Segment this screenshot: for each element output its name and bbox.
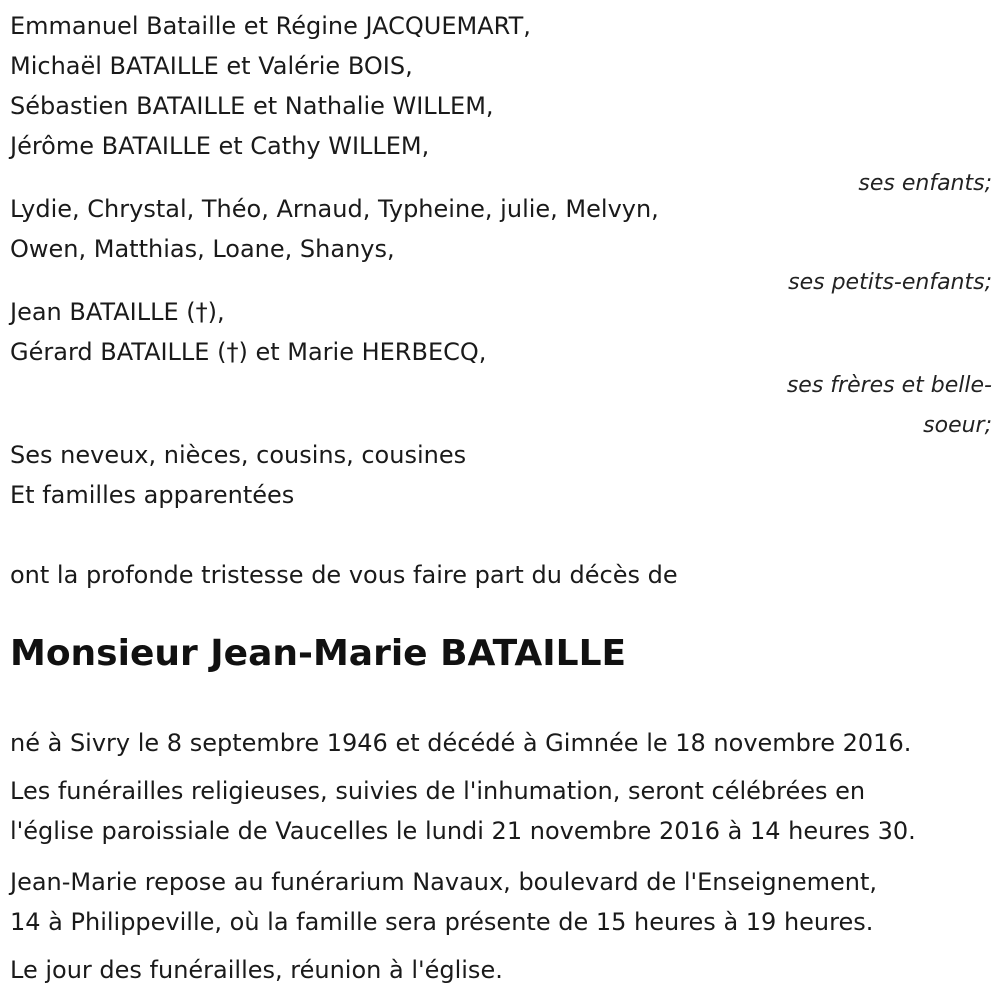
deceased-name: Monsieur Jean-Marie BATAILLE	[10, 633, 627, 674]
siblings-relation-line1: ses frères et belle-	[786, 373, 992, 398]
siblings-line: Gérard BATAILLE (†) et Marie HERBECQ,	[10, 338, 487, 366]
extended-family-line: Ses neveux, nièces, cousins, cousines	[10, 441, 467, 469]
birth-death-text: né à Sivry le 8 septembre 1946 et décédé à Gimnée le 18 novembre 2016.	[10, 729, 912, 757]
grandchildren-line: Lydie, Chrystal, Théo, Arnaud, Typheine, julie, Melvyn,	[10, 195, 659, 223]
siblings-section	[10, 292, 992, 446]
gathering-info	[10, 950, 992, 990]
funeral-text-line2: l'église paroissiale de Vaucelles le lundi 21 novembre 2016 à 14 heures 30.	[10, 817, 916, 845]
extended-family-section	[10, 435, 992, 515]
announcement-section	[10, 555, 992, 595]
children-line: Emmanuel Bataille et Régine JACQUEMART,	[10, 12, 531, 40]
children-relation: ses enfants;	[858, 171, 992, 196]
siblings-relation-line2: soeur;	[923, 413, 992, 438]
children-section	[10, 6, 992, 204]
deceased-section	[10, 632, 992, 676]
gathering-text: Le jour des funérailles, réunion à l'église.	[10, 956, 503, 984]
children-line: Michaël BATAILLE et Valérie BOIS,	[10, 52, 413, 80]
announcement-text: ont la profonde tristesse de vous faire part du décès de	[10, 561, 678, 589]
grandchildren-line: Owen, Matthias, Loane, Shanys,	[10, 235, 395, 263]
siblings-line: Jean BATAILLE (†),	[10, 298, 225, 326]
children-line: Sébastien BATAILLE et Nathalie WILLEM,	[10, 92, 494, 120]
funeral-info	[10, 771, 992, 851]
rest-info	[10, 862, 992, 942]
funeral-text-line1: Les funérailles religieuses, suivies de l'inhumation, seront célébrées en	[10, 777, 866, 805]
rest-text-line2: 14 à Philippeville, où la famille sera présente de 15 heures à 19 heures.	[10, 908, 874, 936]
children-line: Jérôme BATAILLE et Cathy WILLEM,	[10, 132, 430, 160]
grandchildren-section	[10, 189, 992, 303]
rest-text-line1: Jean-Marie repose au funérarium Navaux, boulevard de l'Enseignement,	[10, 868, 878, 896]
grandchildren-relation: ses petits-enfants;	[788, 270, 992, 295]
extended-family-line: Et familles apparentées	[10, 481, 295, 509]
details-section	[10, 723, 992, 763]
